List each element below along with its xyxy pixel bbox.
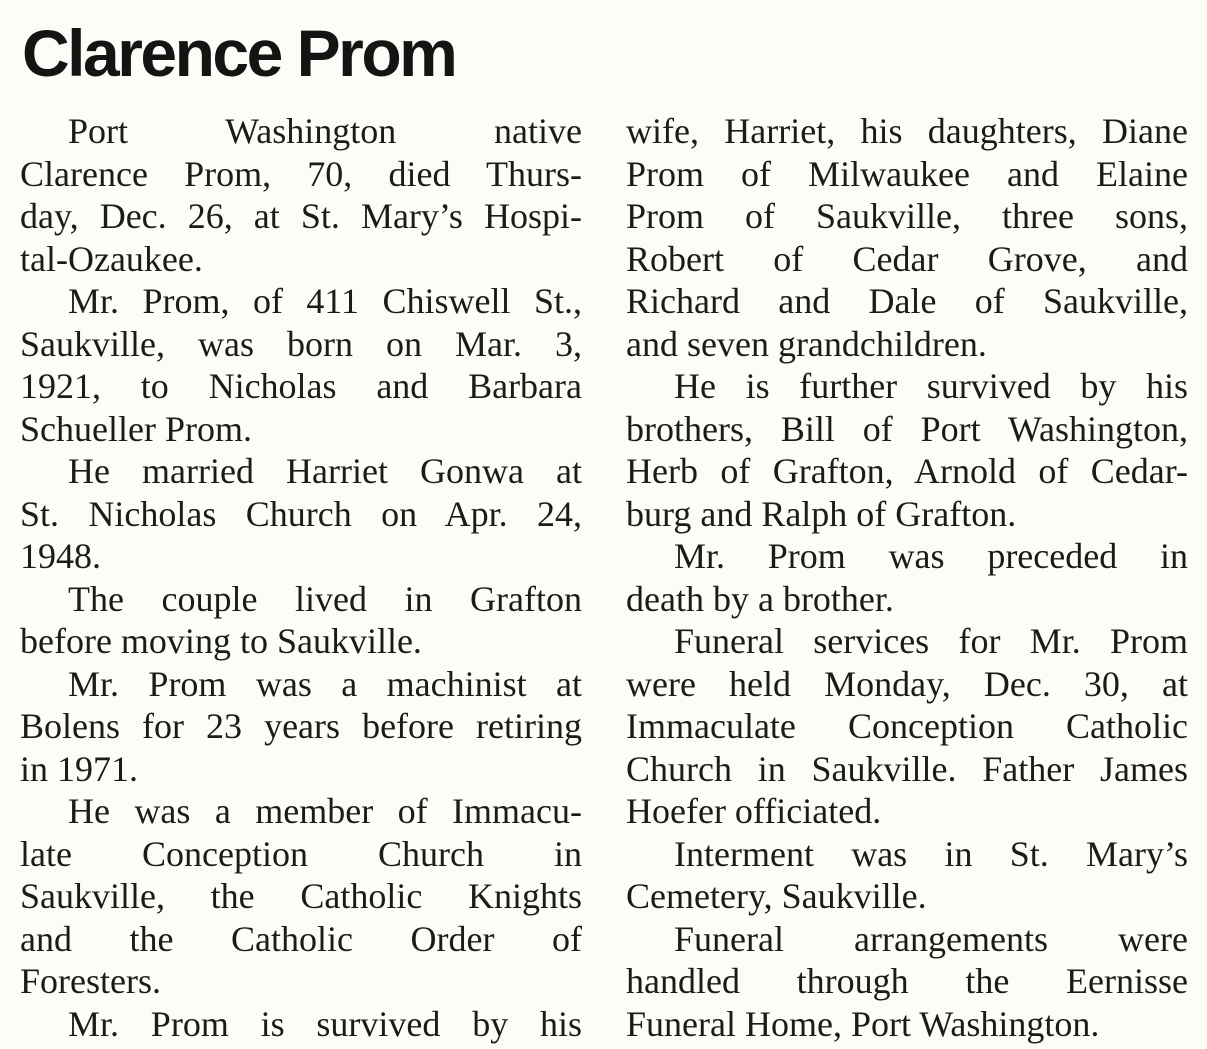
text-line: Funeral Home, Port Washington. bbox=[626, 1003, 1100, 1044]
text-line: St. Nicholas Church on Apr. 24, bbox=[20, 493, 582, 534]
text-line: death by a brother. bbox=[626, 578, 894, 619]
text-line: Immaculate Conception Catholic bbox=[626, 706, 1188, 746]
text-line: Church in Saukville. Father James bbox=[626, 748, 1188, 789]
text-line: Funeral arrangements were bbox=[674, 918, 1188, 959]
text-line: Mr. Prom was preceded in bbox=[674, 536, 1188, 576]
text-line: day, Dec. 26, at St. Mary’s Hospi- bbox=[20, 196, 582, 236]
text-line: in 1971. bbox=[20, 748, 139, 789]
text-line: Richard and Dale of Saukville, bbox=[626, 281, 1188, 321]
text-line: Mr. Prom was a machinist at bbox=[68, 663, 582, 704]
text-line: Prom of Milwaukee and Elaine bbox=[626, 153, 1188, 194]
text-line: 1948. bbox=[20, 536, 101, 576]
text-line: Cemetery, Saukville. bbox=[626, 876, 927, 916]
text-line: Foresters. bbox=[20, 961, 161, 1001]
text-line: He was a member of Immacu- bbox=[68, 791, 582, 831]
text-line: wife, Harriet, his daughters, Diane bbox=[626, 111, 1188, 151]
text-line: Port Washington native bbox=[68, 111, 582, 151]
text-line: Hoefer officiated. bbox=[626, 791, 882, 831]
text-line: and the Catholic Order of bbox=[20, 918, 582, 959]
text-line: burg and Ralph of Grafton. bbox=[626, 493, 1017, 534]
text-line: brothers, Bill of Port Washington, bbox=[626, 408, 1188, 449]
text-column-right bbox=[626, 110, 1188, 1045]
text-line: and seven grandchildren. bbox=[626, 323, 987, 364]
text-line: Saukville, the Catholic Knights bbox=[20, 876, 582, 916]
text-line: He is further survived by his bbox=[674, 366, 1188, 406]
text-line: Robert of Cedar Grove, and bbox=[626, 238, 1188, 279]
text-line: Clarence Prom, 70, died Thurs- bbox=[20, 153, 582, 194]
text-line: Prom of Saukville, three sons, bbox=[626, 196, 1188, 236]
text-line: Bolens for 23 years before retiring bbox=[20, 706, 582, 746]
text-line: 1921, to Nicholas and Barbara bbox=[20, 366, 582, 406]
text-column-left bbox=[20, 110, 582, 1045]
text-line: handled through the Eernisse bbox=[626, 961, 1188, 1001]
text-line: Saukville, was born on Mar. 3, bbox=[20, 323, 582, 364]
text-line: Herb of Grafton, Arnold of Cedar- bbox=[626, 451, 1188, 491]
text-line: Mr. Prom is survived by his bbox=[68, 1003, 582, 1044]
text-line: tal-Ozaukee. bbox=[20, 238, 203, 279]
obituary-headline: Clarence Prom bbox=[22, 16, 456, 90]
text-line: Schueller Prom. bbox=[20, 408, 252, 449]
text-line: The couple lived in Grafton bbox=[68, 578, 582, 619]
text-line: Funeral services for Mr. Prom bbox=[674, 621, 1188, 661]
text-line: late Conception Church in bbox=[20, 833, 582, 874]
text-line: were held Monday, Dec. 30, at bbox=[626, 663, 1188, 704]
text-line: before moving to Saukville. bbox=[20, 621, 422, 661]
text-line: Interment was in St. Mary’s bbox=[674, 833, 1188, 874]
text-line: Mr. Prom, of 411 Chiswell St., bbox=[68, 281, 582, 321]
text-line: He married Harriet Gonwa at bbox=[68, 451, 582, 491]
